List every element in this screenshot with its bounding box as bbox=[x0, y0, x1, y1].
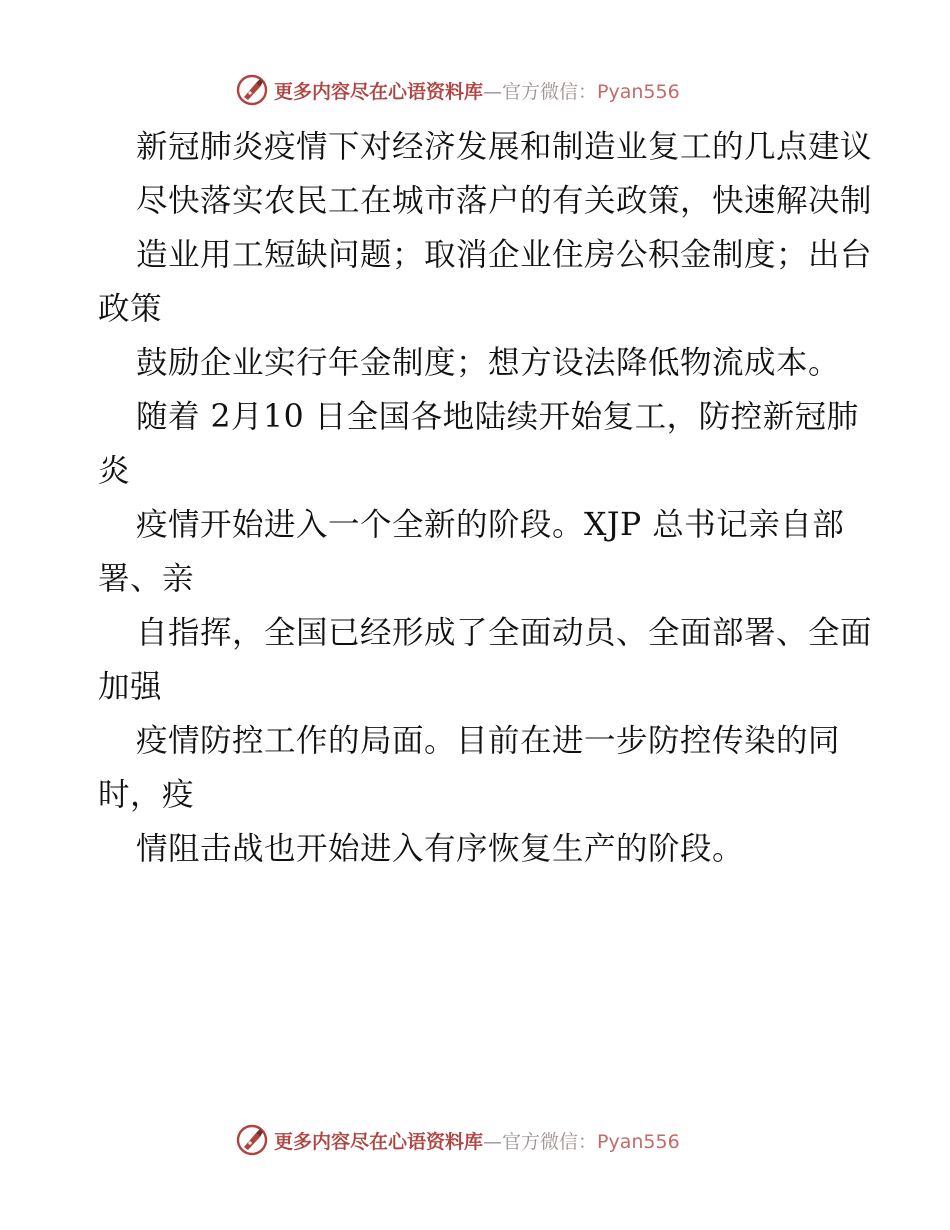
watermark-id: Pyan556 bbox=[597, 1130, 680, 1153]
watermark-id: Pyan556 bbox=[597, 80, 680, 103]
paragraph-line: 新冠肺炎疫情下对经济发展和制造业复工的几点建议 bbox=[136, 129, 873, 165]
paragraph-line: 鼓励企业实行年金制度；想方设法降低物流成本。 bbox=[136, 345, 841, 381]
watermark-separator: —官方微信： bbox=[483, 1130, 598, 1153]
watermark-separator: —官方微信： bbox=[483, 80, 598, 103]
paragraph-line: 随着 2月10 日全国各地陆续开始复工，防控新冠肺炎 bbox=[98, 399, 859, 489]
paragraph-line: 情阻击战也开始进入有序恢复生产的阶段。 bbox=[136, 831, 745, 867]
paragraph-line: 自指挥，全国已经形成了全面动员、全面部署、全面加强 bbox=[98, 615, 873, 705]
pen-nib-icon bbox=[236, 74, 268, 106]
footer-watermark bbox=[236, 1122, 680, 1158]
paragraph-line: 疫情防控工作的局面。目前在进一步防控传染的同时，疫 bbox=[98, 723, 841, 813]
watermark-brand: 更多内容尽在心语资料库 bbox=[274, 80, 484, 103]
paragraph-line: 尽快落实农民工在城市落户的有关政策，快速解决制 bbox=[136, 183, 873, 219]
header-watermark bbox=[236, 72, 680, 108]
paragraph-line: 造业用工短缺问题；取消企业住房公积金制度；出台政策 bbox=[98, 237, 873, 327]
pen-nib-icon bbox=[236, 1124, 268, 1156]
watermark-brand: 更多内容尽在心语资料库 bbox=[274, 1130, 484, 1153]
paragraph-line: 疫情开始进入一个全新的阶段。XJP 总书记亲自部署、亲 bbox=[98, 507, 845, 597]
document-body bbox=[98, 120, 878, 876]
